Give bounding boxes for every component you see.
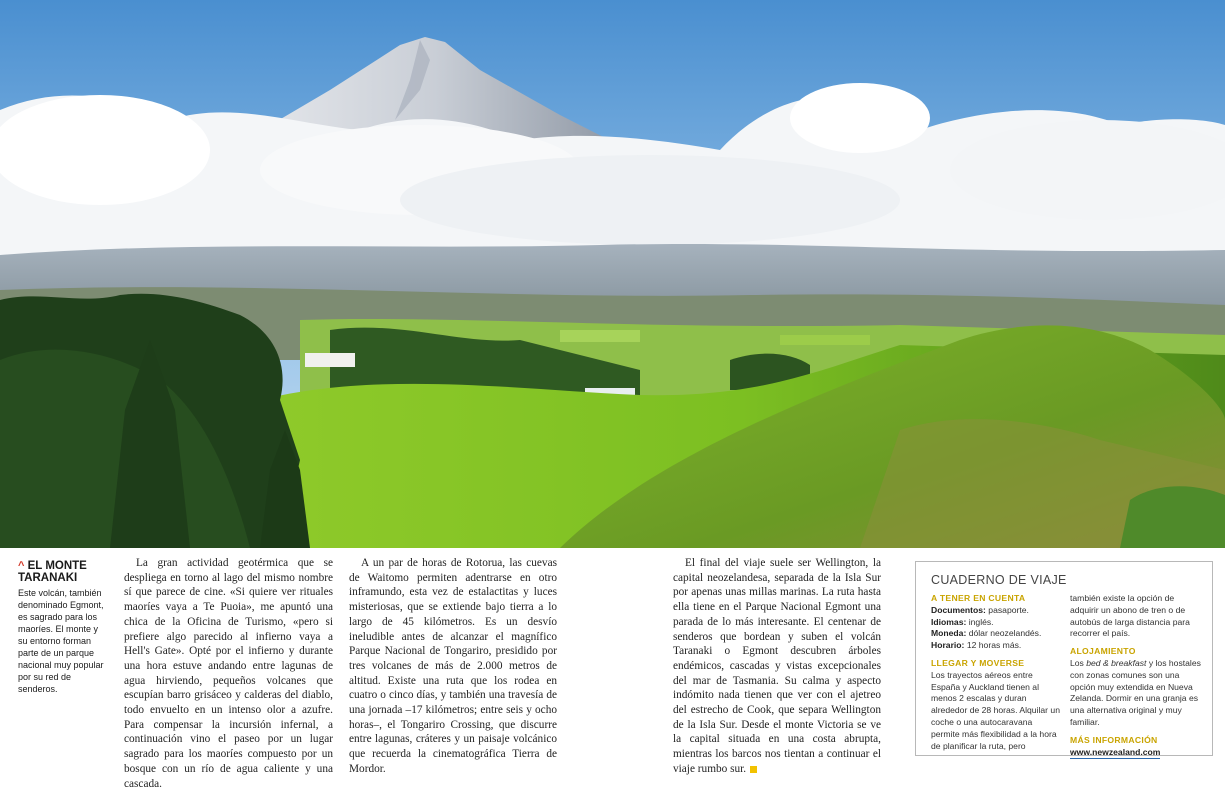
moneda-label: Moneda: xyxy=(931,628,967,639)
caret-up-icon: ^ xyxy=(18,560,25,572)
article-paragraph: La gran actividad geotérmica que se despliega en torno al lago del mismo nombre sí que parece de cine. «Si quiere ver rituales maoríes vaya a Te Puoia», me apuntó una chica de la Oficina de Turismo, «pero si prefiere algo parecido al infierno vaya a Hell's Gate». Opté por el infierno y durante una hora estuve andando entre lagunas de agua hirviendo, pequeños volcanes que escupían barro grisáceo y calderas del diablo, todo envuelto en un intenso olor a azufre. Para compensar la incursión infernal, a continuación vino el paseo por un lugar sagrado para los maoríes compuesto por un bosque con un río de agua caliente y una cascada. xyxy=(124,557,333,790)
article-column-2 xyxy=(349,556,557,777)
article-paragraph-text: El final del viaje suele ser Wellington, la capital neozelandesa, separada de la Isla Sur por apenas unas millas marinas. La ruta hasta ella tiene en el Parque Nacional Egmont una parada de lo más interesante. El centenar de senderos que bordean y suben el volcán Taranaki o Egmont descubren árboles endémicos, cascadas y vistas excepcionales del mar de Tasmania. Su calma y aspecto indómito nada tienen que ver con el ajetreo del estrecho de Cook, que separa Wellington de la Isla Sur. Desde el monte Victoria se ve la capital situada en una costa abrupta, mientras los barcos nos tientan a continuar el viaje rumbo sur. xyxy=(673,557,881,775)
caption-title xyxy=(18,560,110,584)
info-heading: MÁS INFORMACIÓN xyxy=(1070,734,1158,745)
idiomas-value: inglés. xyxy=(966,616,994,627)
horario-label: Horario: xyxy=(931,640,965,651)
sidebar-title: CUADERNO DE VIAJE xyxy=(931,573,1067,587)
moneda-value: dólar neozelandés. xyxy=(966,628,1042,639)
horario-value: 12 horas más. xyxy=(964,640,1022,651)
alojamiento-text-a: Los xyxy=(1070,657,1087,668)
alojamiento-heading: ALOJAMIENTO xyxy=(1070,646,1136,657)
photo-caption xyxy=(18,560,110,695)
article-paragraph: A un par de horas de Rotorua, las cuevas de Waitomo permiten adentrarse en otro inframundo, esta vez de estalactitas y luces misteriosas, que se extiende bajo tierra a lo largo de 45 kilómetros. Es un desvío ineludible antes de alcanzar el magnífico Parque Nacional de Tongariro, presidido por tres volcanes de más de 2.000 metros de altitud. Existe una ruta que los rodea en cuatro o cinco días, y también una travesía de una jornada –17 kilómetros; entre seis y ocho horas–, el Tongariro Crossing, que discurre entre lagunas, cráteres y un paisaje volcánico que recuerda la cinematográfica Tierra de Mordor. xyxy=(349,557,557,775)
idiomas-label: Idiomas: xyxy=(931,616,967,627)
llegar-text-continued: también existe la opción de adquirir un abono de tren o de autobús de larga distancia para recorrer el país. xyxy=(1070,593,1190,639)
caption-text: Este volcán, también denominado Egmont, es sagrado para los maoríes. El monte y su entorno forman parte de un parque nacional muy popular por su red de senderos. xyxy=(18,588,104,694)
article-column-3 xyxy=(673,556,881,777)
idiomas-line xyxy=(931,617,1063,629)
horario-line xyxy=(931,640,1063,652)
end-mark-icon xyxy=(750,766,757,773)
documentos-label: Documentos: xyxy=(931,604,986,615)
sidebar-column-1 xyxy=(931,593,1063,752)
info-link[interactable]: www.newzealand.com xyxy=(1070,746,1161,757)
documentos-line xyxy=(931,605,1063,617)
alojamiento-text-b: y los hostales con zonas comunes son una opción muy extendida en Nueva Zelanda. Dormir en una granja es una alternativa original y muy familiar. xyxy=(1070,657,1201,727)
travel-notebook-sidebar xyxy=(915,561,1213,756)
moneda-line xyxy=(931,628,1063,640)
llegar-heading: LLEGAR Y MOVERSE xyxy=(931,657,1025,668)
caption-title-text: EL MONTE TARANAKI xyxy=(18,560,87,584)
documentos-value: pasaporte. xyxy=(985,604,1029,615)
alojamiento-italic: bed & breakfast xyxy=(1086,657,1147,668)
sidebar-column-2 xyxy=(1070,593,1202,759)
tener-heading: A TENER EN CUENTA xyxy=(931,593,1026,603)
article-paragraph xyxy=(673,556,881,777)
article-column-1 xyxy=(124,556,333,791)
llegar-text: Los trayectos aéreos entre España y Auckland tienen al menos 2 escalas y duran alrededor de 28 horas. Alquilar un coche o una autocaravana permite más flexibilidad a la hora de planificar la ruta, pero xyxy=(931,669,1060,751)
alojamiento-text xyxy=(1070,658,1202,729)
